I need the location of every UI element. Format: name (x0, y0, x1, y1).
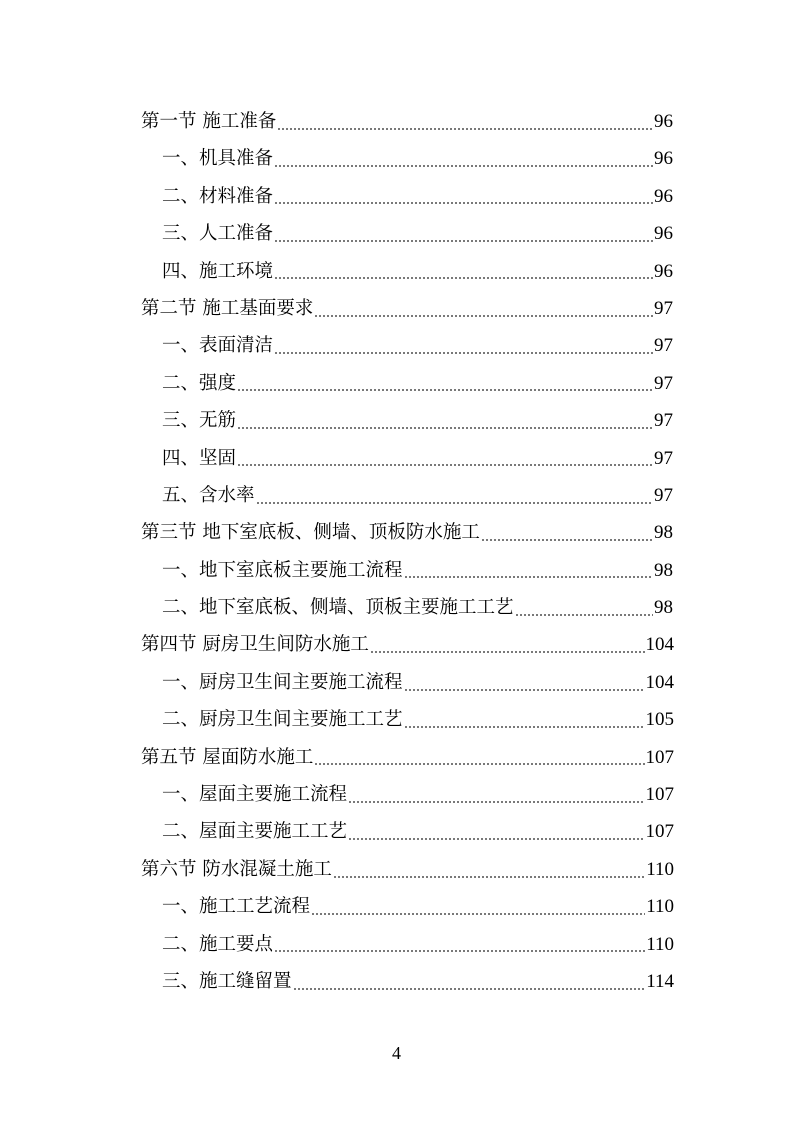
toc-entry[interactable] (0, 888, 793, 925)
toc-entry[interactable] (0, 851, 793, 888)
toc-entry-label: 四、坚固 (162, 447, 237, 469)
dot-leader (404, 576, 653, 578)
toc-entry-label: 三、无筋 (162, 410, 237, 432)
dot-leader (237, 464, 653, 466)
toc-entry-page: 97 (654, 447, 673, 469)
toc-entry-label: 二、强度 (162, 372, 237, 394)
toc-entry-page: 110 (646, 896, 674, 918)
toc-entry[interactable] (0, 514, 793, 551)
toc-entry[interactable] (0, 739, 793, 776)
toc-entry-page: 97 (654, 297, 673, 319)
toc-entry-page: 110 (646, 933, 674, 955)
toc-entry-page: 104 (645, 671, 674, 693)
toc-entry[interactable] (0, 253, 793, 290)
toc-entry-page: 107 (645, 784, 674, 806)
dot-leader (256, 502, 653, 504)
toc-entry[interactable] (0, 327, 793, 364)
dot-leader (314, 763, 644, 765)
toc-entry-page: 98 (654, 559, 673, 581)
toc-entry-label: 一、施工工艺流程 (162, 896, 311, 918)
toc-entry-label: 一、机具准备 (162, 148, 274, 170)
toc-entry-label: 二、材料准备 (162, 185, 274, 207)
toc-entry-page: 97 (654, 410, 673, 432)
toc-entry-page: 96 (654, 223, 673, 245)
toc-entry-page: 96 (654, 111, 673, 132)
toc-entry-label: 三、施工缝留置 (162, 970, 292, 992)
toc-entry-page: 96 (654, 148, 673, 170)
toc-entry-label: 二、地下室底板、侧墙、顶板主要施工工艺 (162, 597, 514, 619)
toc-entry[interactable] (0, 626, 793, 663)
toc-entry-label: 第二节 施工基面要求 (141, 297, 314, 319)
toc-entry[interactable] (0, 776, 793, 813)
dot-leader (274, 165, 653, 167)
page-number: 4 (392, 1043, 401, 1063)
toc-entry-page: 96 (654, 260, 673, 282)
toc-entry-label: 第四节 厨房卫生间防水施工 (141, 634, 369, 656)
dot-leader (293, 988, 646, 990)
toc-entry-page: 107 (645, 821, 674, 843)
toc-entry-page: 96 (654, 185, 673, 207)
toc-entry-page: 114 (646, 970, 674, 992)
toc-entry[interactable] (0, 140, 793, 177)
dot-leader (274, 277, 653, 279)
toc-entry[interactable] (0, 440, 793, 477)
toc-entry[interactable] (0, 701, 793, 738)
toc-entry-page: 105 (645, 709, 674, 731)
dot-leader (274, 352, 653, 354)
dot-leader (404, 689, 645, 691)
dot-leader (370, 651, 645, 653)
toc-entry[interactable] (0, 926, 793, 963)
toc-entry-page: 97 (654, 484, 673, 506)
toc-entry-label: 二、施工要点 (162, 933, 274, 955)
toc-entry[interactable] (0, 215, 793, 252)
toc-entry[interactable] (0, 477, 793, 514)
toc-entry[interactable] (0, 552, 793, 589)
dot-leader (404, 726, 645, 728)
toc-entry-page: 98 (654, 522, 673, 544)
toc-entry-label: 一、厨房卫生间主要施工流程 (162, 671, 403, 693)
dot-leader (515, 614, 653, 616)
toc-entry[interactable] (0, 589, 793, 626)
toc-entry-page: 107 (645, 746, 674, 768)
dot-leader (348, 801, 644, 803)
toc-entry-label: 一、屋面主要施工流程 (162, 784, 348, 806)
toc-entry-label: 第一节 施工准备 (141, 111, 277, 132)
toc-entry-label: 一、表面清洁 (162, 335, 274, 357)
toc-entry-page: 110 (646, 858, 674, 880)
toc-entry[interactable] (0, 365, 793, 402)
toc-entry-page: 98 (654, 597, 673, 619)
dot-leader (348, 838, 644, 840)
toc-entry[interactable] (0, 290, 793, 327)
dot-leader (237, 427, 653, 429)
dot-leader (274, 202, 653, 204)
dot-leader (481, 539, 653, 541)
toc-entry-label: 二、厨房卫生间主要施工工艺 (162, 709, 403, 731)
dot-leader (277, 128, 653, 130)
toc-entry[interactable] (0, 664, 793, 701)
toc-entry-label: 二、屋面主要施工工艺 (162, 821, 348, 843)
toc-entry-label: 三、人工准备 (162, 223, 274, 245)
dot-leader (314, 315, 653, 317)
toc-entry[interactable] (0, 963, 793, 1000)
toc-entry-label: 第六节 防水混凝土施工 (141, 858, 332, 880)
toc-entry-label: 第五节 屋面防水施工 (141, 746, 314, 768)
table-of-contents (0, 103, 793, 1000)
toc-entry[interactable] (0, 103, 793, 140)
dot-leader (333, 876, 645, 878)
dot-leader (237, 389, 653, 391)
toc-entry[interactable] (0, 178, 793, 215)
toc-entry[interactable] (0, 813, 793, 850)
toc-entry-label: 四、施工环境 (162, 260, 274, 282)
toc-entry-label: 第三节 地下室底板、侧墙、顶板防水施工 (141, 522, 480, 544)
toc-entry-label: 五、含水率 (162, 484, 255, 506)
toc-entry-page: 97 (654, 335, 673, 357)
toc-entry-page: 104 (645, 634, 674, 656)
dot-leader (311, 913, 645, 915)
toc-entry[interactable] (0, 402, 793, 439)
dot-leader (274, 950, 645, 952)
toc-entry-page: 97 (654, 372, 673, 394)
toc-entry-label: 一、地下室底板主要施工流程 (162, 559, 403, 581)
dot-leader (274, 240, 653, 242)
